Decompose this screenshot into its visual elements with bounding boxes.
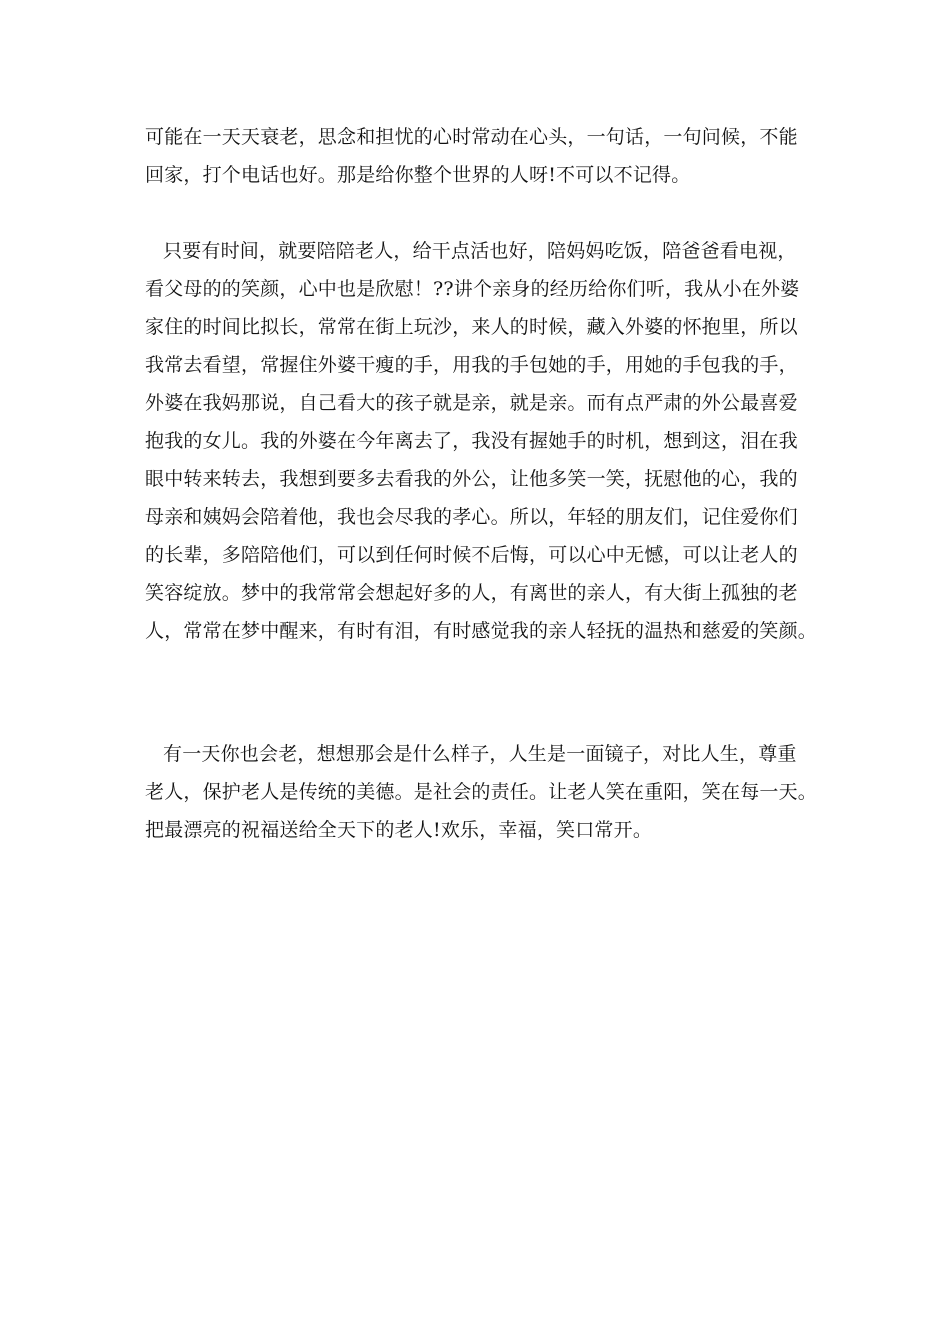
text-line: 看父母的的笑颜，心中也是欣慰！??讲个亲身的经历给你们听，我从小在外婆	[145, 278, 800, 300]
text-line: 外婆在我妈那说，自己看大的孩子就是亲，就是亲。而有点严肃的外公最喜爱	[145, 392, 798, 414]
text-line: 的长辈，多陪陪他们，可以到任何时候不后悔，可以心中无憾，可以让老人的	[145, 544, 798, 566]
text-line: 把最漂亮的祝福送给全天下的老人!欢乐，幸福，笑口常开。	[145, 819, 653, 841]
text-line: 老人，保护老人是传统的美德。是社会的责任。让老人笑在重阳，笑在每一天。	[145, 781, 818, 803]
paragraph-1	[145, 118, 825, 194]
text-line: 母亲和姨妈会陪着他，我也会尽我的孝心。所以，年轻的朋友们，记住爱你们	[145, 506, 798, 528]
paragraph-2	[145, 232, 825, 650]
text-line: 抱我的女儿。我的外婆在今年离去了，我没有握她手的时机，想到这，泪在我	[145, 430, 798, 452]
text-line: 笑容绽放。梦中的我常常会想起好多的人，有离世的亲人，有大街上孤独的老	[145, 582, 798, 604]
text-line: 只要有时间，就要陪陪老人，给干点活也好，陪妈妈吃饭，陪爸爸看电视，	[163, 240, 797, 262]
text-line: 眼中转来转去，我想到要多去看我的外公，让他多笑一笑，抚慰他的心，我的	[145, 468, 798, 490]
text-line: 家住的时间比拟长，常常在街上玩沙，来人的时候，藏入外婆的怀抱里，所以	[145, 316, 798, 338]
text-line: 回家，打个电话也好。那是给你整个世界的人呀!不可以不记得。	[145, 164, 691, 186]
text-line: 有一天你也会老，想想那会是什么样子，人生是一面镜子，对比人生，尊重	[163, 743, 797, 765]
text-line: 我常去看望，常握住外婆干瘦的手，用我的手包她的手，用她的手包我的手，	[145, 354, 798, 376]
paragraph-3	[145, 735, 825, 849]
text-line: 可能在一天天衰老，思念和担忧的心时常动在心头，一句话，一句问候，不能	[145, 126, 798, 148]
text-line: 人，常常在梦中醒来，有时有泪，有时感觉我的亲人轻抚的温热和慈爱的笑颜。	[145, 620, 818, 642]
